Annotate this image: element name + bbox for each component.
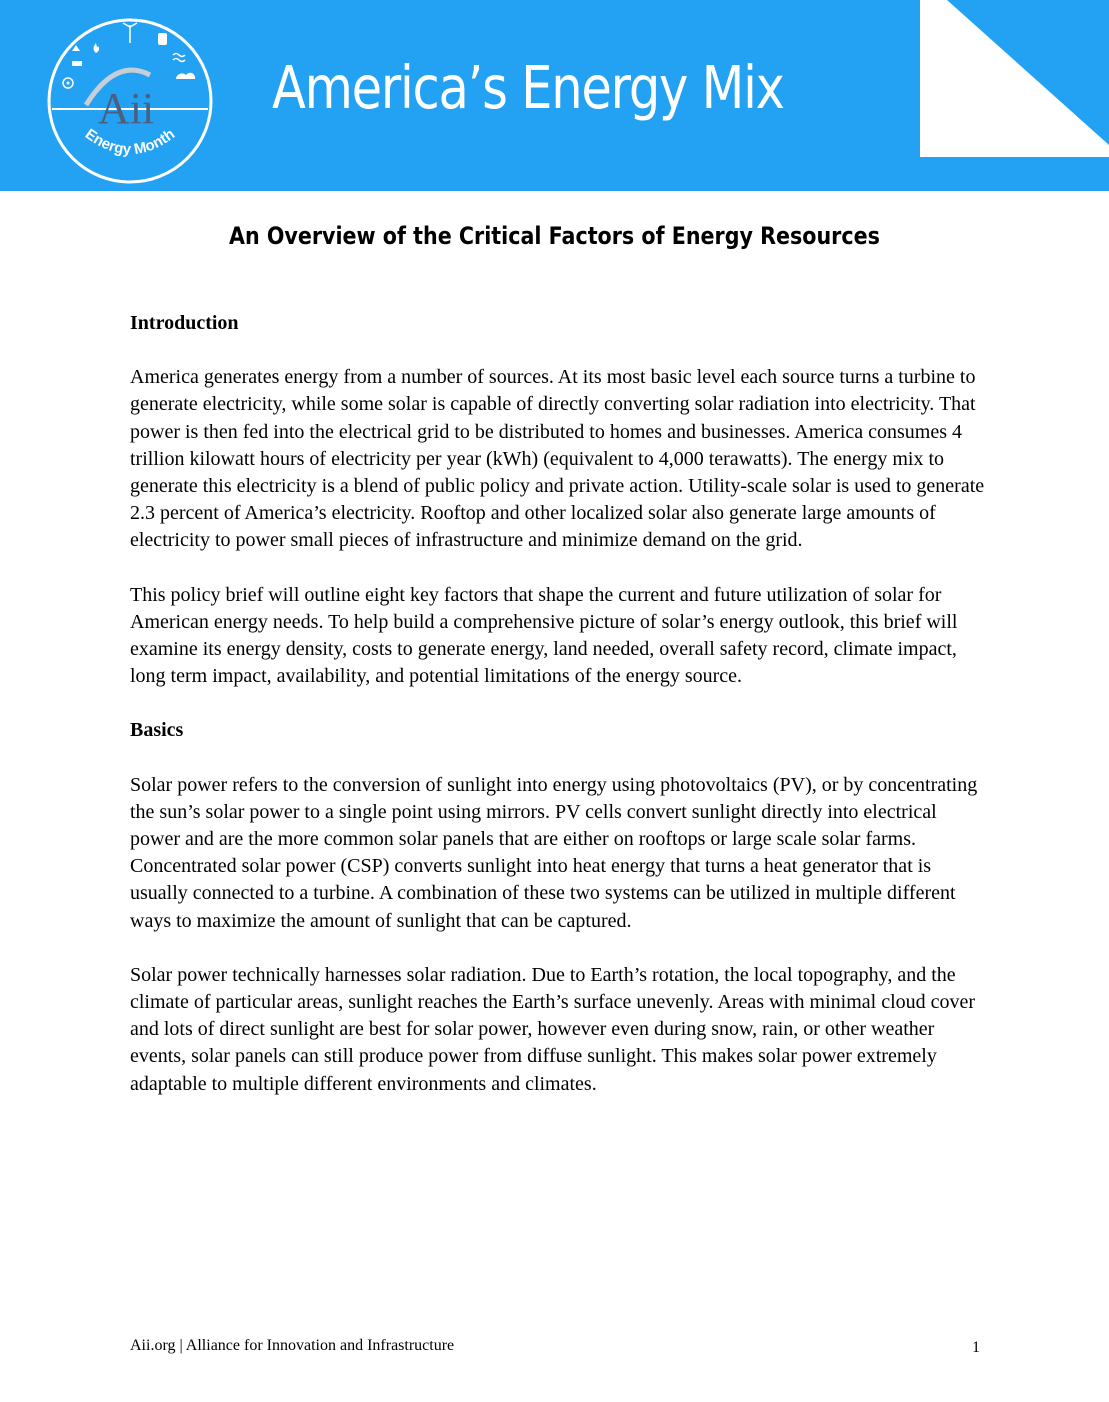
aii-energy-month-logo <box>46 17 214 185</box>
page-number: 1 <box>972 1339 980 1356</box>
introduction-section <box>130 310 990 690</box>
solar-panel-icon <box>72 61 82 66</box>
corner-triangle-decoration <box>920 0 1109 157</box>
section-heading-introduction: Introduction <box>130 312 239 334</box>
logo-brand-text: Aii <box>98 84 155 133</box>
fire-icon <box>94 43 100 53</box>
basics-paragraph-1: Solar power refers to the conversion of sunlight into energy using photovoltaics (PV), or by concentrating the sun’s solar power to a single point using mirrors. PV cells convert sunlight directly into electrical power and are the more common solar panels that are either on rooftops or large scale solar farms. Concentrated solar power (CSP) converts sunlight into heat energy that turns a heat generator that is usually connected to a turbine. A combination of these two systems can be utilized in multiple different ways to maximize the amount of sunlight that can be captured. <box>130 773 978 932</box>
wind-turbine-icon <box>123 23 137 43</box>
cloud-icon <box>176 73 195 79</box>
introduction-paragraph-1: America generates energy from a number of sources. At its most basic level each source turns a turbine to generate electricity, while some solar is capable of directly converting solar radiation into electricity. That power is then fed into the electrical grid to be distributed to homes and businesses. America consumes 4 trillion kilowatt hours of electricity per year (kWh) (equivalent to 4,000 terawatts). The energy mix to generate this electricity is a blend of public policy and private action. Utility-scale solar is used to generate 2.3 percent of America’s electricity. Rooftop and other localized solar also generate large amounts of electricity to power small pieces of infrastructure and minimize demand on the grid. <box>130 366 985 552</box>
nuclear-icon <box>63 78 73 88</box>
introduction-paragraph-2: This policy brief will outline eight key factors that shape the current and future utilization of solar for American energy needs. To help build a comprehensive picture of solar’s energy outlook, this brief will examine its energy density, costs to generate energy, land needed, overall safety record, climate impact, long term impact, availability, and potential limitations of the energy source. <box>130 583 958 688</box>
basics-section <box>130 717 990 1097</box>
oil-barrel-icon <box>158 33 167 45</box>
basics-paragraph-2: Solar power technically harnesses solar radiation. Due to Earth’s rotation, the local topography, and the climate of particular areas, sunlight reaches the Earth’s surface unevenly. Areas with minimal cloud cover and lots of direct sunlight are best for solar power, however even during snow, rain, or other weather events, solar panels can still produce power from diffuse sunlight. This makes solar power extremely adaptable to multiple different environments and climates. <box>130 963 976 1095</box>
gas-well-icon <box>72 45 80 51</box>
document-subtitle: An Overview of the Critical Factors of Energy Resources <box>228 222 880 250</box>
water-waves-icon <box>173 54 185 62</box>
footer-org-text: Aii.org | Alliance for Innovation and Infrastructure <box>130 1337 455 1354</box>
document-body <box>130 310 990 1125</box>
page-banner-title: America’s Energy Mix <box>272 53 784 122</box>
logo-tagline-text: Energy Month <box>81 125 179 159</box>
section-heading-basics: Basics <box>130 719 184 742</box>
header-banner <box>0 0 1109 191</box>
